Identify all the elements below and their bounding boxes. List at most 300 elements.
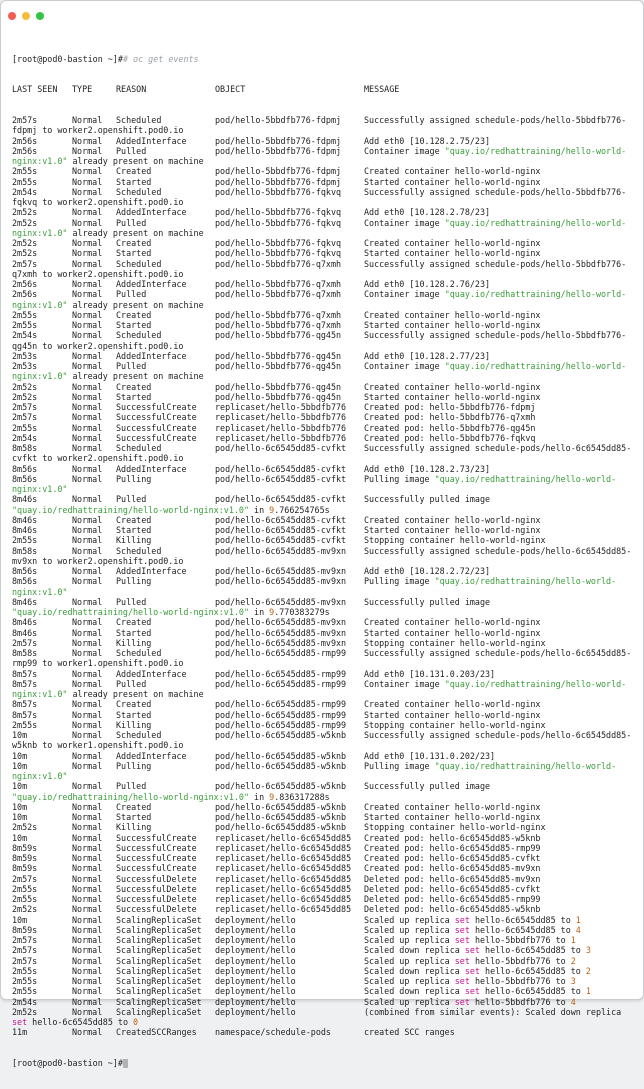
message-segment: created SCC ranges — [364, 1027, 455, 1038]
reason-cell: ScalingReplicaSet — [116, 945, 202, 956]
reason-cell: Started — [116, 525, 152, 535]
message-segment: hello-6c6545dd85 to — [479, 945, 586, 956]
event-row — [12, 628, 639, 638]
message-segment: hello-6c6545dd85 to — [479, 965, 586, 976]
header-object: OBJECT — [215, 84, 246, 95]
type-cell: Normal — [72, 894, 103, 904]
message-segment: hello-5bbdfb776 to — [469, 935, 571, 945]
message-segment: Stopping container hello-world-nginx — [364, 719, 546, 730]
last-seen-cell: 8m56s — [12, 463, 38, 474]
type-cell: Normal — [72, 730, 103, 740]
last-seen-cell: 2m52s — [12, 381, 38, 392]
message-segment: hello-5bbdfb776 to — [469, 996, 571, 1007]
event-row — [12, 720, 639, 730]
message-cell — [364, 853, 540, 863]
object-cell: pod/hello-5bbdfb776-qg45n — [215, 330, 342, 341]
type-cell: Normal — [72, 801, 103, 812]
reason-cell: SuccessfulDelete — [116, 904, 197, 915]
event-row — [12, 474, 639, 484]
event-row — [12, 853, 639, 863]
reason-cell: Started — [116, 391, 152, 402]
wrapped-line — [12, 1017, 639, 1027]
last-seen-cell: 11m — [12, 1027, 28, 1038]
event-row — [12, 761, 639, 771]
close-window-button[interactable] — [8, 12, 16, 20]
event-row — [12, 320, 639, 330]
message-segment: in — [248, 607, 270, 617]
message-segment: Created pod: hello-5bbdfb776-q7xmh — [364, 412, 536, 423]
message-cell — [364, 494, 490, 504]
type-cell: Normal — [72, 781, 103, 792]
message-cell — [364, 956, 576, 966]
message-segment: Created pod: hello-6c6545dd85-mv9xn — [364, 863, 541, 874]
message-segment: 0 — [133, 1017, 139, 1027]
wrapped-line — [12, 689, 639, 699]
object-cell: replicaset/hello-6c6545dd85 — [215, 863, 352, 874]
object-cell: pod/hello-6c6545dd85-rmp99 — [215, 678, 347, 689]
last-seen-cell: 2m52s — [12, 904, 38, 915]
message-segment: "quay.io/redhattraining/hello-world-nginx:v1.0" — [12, 607, 249, 617]
header-last-seen: LAST SEEN — [12, 84, 58, 95]
type-cell: Normal — [72, 279, 103, 289]
message-segment: Pulling image — [364, 473, 435, 484]
type-cell: Normal — [72, 576, 103, 587]
object-cell: pod/hello-6c6545dd85-rmp99 — [215, 719, 347, 730]
message-segment: Created container hello-world-nginx — [364, 238, 541, 248]
message-cell — [364, 464, 490, 474]
message-segment: in — [248, 504, 270, 515]
object-cell: pod/hello-5bbdfb776-qg45n — [215, 350, 342, 361]
message-segment: hello-6c6545dd85 to — [469, 924, 576, 935]
last-seen-cell: 2m56s — [12, 279, 38, 289]
message-cell — [364, 310, 540, 320]
last-seen-cell: 2m55s — [12, 986, 38, 997]
last-seen-cell: 10m — [12, 760, 28, 771]
type-cell: Normal — [72, 709, 103, 720]
reason-cell: SuccessfulCreate — [116, 432, 197, 443]
type-cell: Normal — [72, 617, 103, 628]
reason-cell: Started — [116, 320, 152, 330]
message-cell — [364, 525, 540, 535]
last-seen-cell: 10m — [12, 730, 28, 740]
message-segment: "quay.io/redhattraining/hello-world- — [434, 473, 617, 484]
object-cell: pod/hello-6c6545dd85-mv9xn — [215, 617, 347, 628]
reason-cell: Started — [116, 176, 152, 187]
event-row — [12, 525, 639, 535]
type-cell: Normal — [72, 258, 103, 269]
message-cell — [364, 433, 535, 443]
last-seen-cell: 8m46s — [12, 617, 38, 628]
message-cell — [364, 648, 631, 658]
last-seen-cell: 8m59s — [12, 863, 38, 874]
message-segment: Container image — [364, 145, 445, 156]
message-segment: set — [454, 914, 470, 925]
event-row — [12, 115, 639, 125]
message-segment: 1 — [575, 914, 581, 925]
type-cell: Normal — [72, 381, 103, 392]
last-seen-cell: 2m55s — [12, 883, 38, 894]
object-cell: deployment/hello — [215, 945, 296, 956]
message-segment: Successfully assigned schedule-pods/hello-5bbdfb776- — [364, 330, 627, 341]
object-cell: pod/hello-6c6545dd85-rmp99 — [215, 699, 347, 710]
message-cell — [364, 833, 540, 843]
object-cell: replicaset/hello-5bbdfb776 — [215, 432, 347, 443]
last-seen-cell: 8m46s — [12, 514, 38, 525]
event-row — [12, 812, 639, 822]
message-segment: 9 — [269, 791, 275, 802]
last-seen-cell: 2m56s — [12, 135, 38, 146]
message-cell — [364, 474, 616, 484]
last-seen-cell: 2m53s — [12, 350, 38, 361]
message-cell — [364, 935, 576, 945]
event-row — [12, 648, 639, 658]
last-seen-cell: 8m59s — [12, 853, 38, 863]
terminal-output[interactable] — [12, 33, 639, 1089]
event-row — [12, 638, 639, 648]
message-segment: already present on machine — [67, 227, 204, 238]
last-seen-cell: 8m57s — [12, 678, 38, 689]
last-seen-cell: 2m57s — [12, 115, 38, 125]
message-segment: 9 — [269, 504, 275, 515]
reason-cell: Killing — [116, 822, 152, 833]
object-cell: replicaset/hello-5bbdfb776 — [215, 422, 347, 433]
message-segment: Created container hello-world-nginx — [364, 166, 541, 177]
type-cell: Normal — [72, 473, 103, 484]
wrapped-line: cvfkt to worker2.openshift.pod0.io — [12, 453, 184, 464]
last-seen-cell: 2m57s — [12, 945, 38, 956]
message-segment: Started container hello-world-nginx — [364, 709, 541, 720]
object-cell: pod/hello-5bbdfb776-fdpmj — [215, 115, 342, 125]
message-segment: hello-6c6545dd85 to — [469, 914, 576, 925]
event-row — [12, 136, 639, 146]
type-cell: Normal — [72, 350, 103, 361]
type-cell: Normal — [72, 525, 103, 535]
object-cell: pod/hello-6c6545dd85-mv9xn — [215, 545, 347, 556]
message-segment: Created container hello-world-nginx — [364, 309, 541, 320]
message-cell — [364, 997, 576, 1007]
object-cell: pod/hello-5bbdfb776-fqkvq — [215, 217, 342, 228]
wrapped-line — [12, 156, 639, 166]
message-segment: Pulling image — [364, 576, 435, 587]
reason-cell: Killing — [116, 637, 152, 648]
last-seen-cell: 2m57s — [12, 402, 38, 412]
type-cell: Normal — [72, 248, 103, 259]
object-cell: pod/hello-6c6545dd85-rmp99 — [215, 668, 347, 679]
message-segment: Scaled down replica — [364, 986, 465, 997]
message-cell — [364, 966, 591, 976]
event-row — [12, 669, 639, 679]
message-segment: Successfully assigned schedule-pods/hello-6c6545dd85- — [364, 545, 632, 556]
type-cell: Normal — [72, 965, 103, 976]
reason-cell: SuccessfulCreate — [116, 402, 197, 412]
object-cell: replicaset/hello-6c6545dd85 — [215, 853, 352, 863]
event-list — [12, 115, 639, 1038]
message-segment: set — [454, 976, 470, 986]
last-seen-cell: 2m56s — [12, 289, 38, 300]
object-cell: pod/hello-6c6545dd85-mv9xn — [215, 637, 347, 648]
reason-cell: SuccessfulCreate — [116, 863, 197, 874]
message-cell — [364, 863, 540, 873]
message-segment: Created pod: hello-5bbdfb776-fqkvq — [364, 432, 536, 443]
last-seen-cell: 2m55s — [12, 320, 38, 330]
message-cell — [364, 669, 495, 679]
event-row — [12, 802, 639, 812]
reason-cell: SuccessfulCreate — [116, 842, 197, 853]
message-segment: Created container hello-world-nginx — [364, 801, 541, 812]
wrapped-line — [12, 484, 639, 494]
event-row — [12, 402, 639, 412]
reason-cell: Killing — [116, 535, 152, 546]
type-cell: Normal — [72, 853, 103, 863]
message-cell — [364, 802, 540, 812]
last-seen-cell: 8m57s — [12, 699, 38, 710]
last-seen-cell: 2m55s — [12, 422, 38, 433]
object-cell: replicaset/hello-5bbdfb776 — [215, 412, 347, 423]
message-segment: 2 — [570, 955, 576, 966]
event-row — [12, 412, 639, 422]
message-segment: Deleted pod: hello-6c6545dd85-mv9xn — [364, 873, 541, 884]
event-row — [12, 576, 639, 586]
event-row — [12, 289, 639, 299]
last-seen-cell: 8m56s — [12, 576, 38, 587]
object-cell: pod/hello-5bbdfb776-q7xmh — [215, 289, 342, 300]
type-cell: Normal — [72, 914, 103, 925]
object-cell: pod/hello-6c6545dd85-w5knb — [215, 822, 347, 833]
event-row — [12, 597, 639, 607]
event-row — [12, 392, 639, 402]
event-row — [12, 966, 639, 976]
message-segment: 1 — [570, 935, 576, 945]
reason-cell: AddedInterface — [116, 350, 187, 361]
event-row — [12, 330, 639, 340]
reason-cell: Pulled — [116, 781, 147, 792]
object-cell: pod/hello-6c6545dd85-cvfkt — [215, 514, 347, 525]
zoom-window-button[interactable] — [36, 12, 44, 20]
message-segment: .836317288s — [274, 791, 330, 802]
type-cell: Normal — [72, 207, 103, 218]
object-cell: pod/hello-5bbdfb776-q7xmh — [215, 258, 342, 269]
reason-cell: Scheduled — [116, 115, 162, 125]
type-cell: Normal — [72, 135, 103, 146]
type-cell: Normal — [72, 545, 103, 556]
reason-cell: Pulling — [116, 473, 152, 484]
message-segment: "quay.io/redhattraining/hello-world-nginx:v1.0" — [12, 504, 249, 515]
event-row — [12, 146, 639, 156]
object-cell: replicaset/hello-6c6545dd85 — [215, 883, 352, 894]
event-row — [12, 935, 639, 945]
type-cell: Normal — [72, 176, 103, 187]
event-row — [12, 494, 639, 504]
event-row — [12, 617, 639, 627]
type-cell: Normal — [72, 330, 103, 341]
reason-cell: Created — [116, 617, 152, 628]
reason-cell: Created — [116, 801, 152, 812]
type-cell: Normal — [72, 309, 103, 320]
event-row — [12, 915, 639, 925]
last-seen-cell: 10m — [12, 781, 28, 792]
type-cell: Normal — [72, 514, 103, 525]
message-segment: set — [12, 1017, 28, 1027]
message-segment: "quay.io/redhattraining/hello-world- — [444, 678, 627, 689]
message-cell — [364, 279, 490, 289]
message-segment: set — [454, 955, 470, 966]
event-row — [12, 945, 639, 955]
object-cell: pod/hello-5bbdfb776-fdpmj — [215, 135, 342, 146]
message-segment: 3 — [570, 976, 576, 986]
message-segment: Scaled down replica — [364, 945, 465, 956]
type-cell: Normal — [72, 391, 103, 402]
message-segment: nginx:v1.0" — [12, 299, 68, 310]
message-segment: Created container hello-world-nginx — [364, 617, 541, 628]
message-segment: nginx:v1.0" — [12, 484, 68, 494]
event-row — [12, 884, 639, 894]
message-segment: Add eth0 [10.128.2.75/23] — [364, 135, 491, 146]
reason-cell: Pulled — [116, 596, 147, 607]
message-segment: Created pod: hello-5bbdfb776-fdpmj — [364, 402, 536, 412]
message-segment: Successfully assigned schedule-pods/hello-6c6545dd85- — [364, 730, 632, 740]
last-seen-cell: 10m — [12, 812, 28, 822]
message-cell — [364, 330, 626, 340]
type-cell: Normal — [72, 976, 103, 986]
event-row — [12, 238, 639, 248]
message-segment: Deleted pod: hello-6c6545dd85-cvfkt — [364, 883, 541, 894]
message-segment: hello-6c6545dd85 to — [27, 1017, 134, 1027]
type-cell: Normal — [72, 432, 103, 443]
wrapped-line: fqkvq to worker2.openshift.pod0.io — [12, 197, 184, 207]
wrapped-line: w5knb to worker1.openshift.pod0.io — [12, 740, 184, 751]
reason-cell: Pulled — [116, 145, 147, 156]
object-cell: pod/hello-6c6545dd85-cvfkt — [215, 535, 347, 546]
last-seen-cell: 2m55s — [12, 719, 38, 730]
object-cell: pod/hello-5bbdfb776-q7xmh — [215, 309, 342, 320]
type-cell: Normal — [72, 535, 103, 546]
message-segment: Deleted pod: hello-6c6545dd85-w5knb — [364, 904, 541, 915]
last-seen-cell: 2m55s — [12, 309, 38, 320]
minimize-window-button[interactable] — [22, 12, 30, 20]
type-cell: Normal — [72, 924, 103, 935]
event-row — [12, 863, 639, 873]
message-cell — [364, 1027, 455, 1037]
message-segment: nginx:v1.0" — [12, 156, 68, 166]
reason-cell: Started — [116, 248, 152, 259]
wrapped-line: qg45n to worker2.openshift.pod0.io — [12, 340, 184, 351]
command-text: # oc get events — [122, 53, 199, 64]
message-segment: Scaled up replica — [364, 955, 455, 966]
object-cell: pod/hello-5bbdfb776-qg45n — [215, 391, 342, 402]
wrapped-line — [12, 371, 639, 381]
reason-cell: AddedInterface — [116, 566, 187, 576]
reason-cell: ScalingReplicaSet — [116, 976, 202, 986]
last-seen-cell: 2m54s — [12, 186, 38, 197]
message-segment: Created container hello-world-nginx — [364, 381, 541, 392]
type-cell: Normal — [72, 494, 103, 505]
wrapped-line: rmp99 to worker1.openshift.pod0.io — [12, 658, 184, 669]
message-segment: .770383279s — [274, 607, 330, 617]
message-cell — [364, 1007, 621, 1017]
event-row — [12, 166, 639, 176]
message-cell — [364, 259, 626, 269]
wrapped-line: fdpmj to worker2.openshift.pod0.io — [12, 125, 184, 136]
message-cell — [364, 730, 631, 740]
last-seen-cell: 2m57s — [12, 412, 38, 423]
message-segment: "quay.io/redhattraining/hello-world-nginx:v1.0" — [12, 791, 249, 802]
event-row — [12, 956, 639, 966]
last-seen-cell: 2m55s — [12, 166, 38, 177]
last-seen-cell: 8m59s — [12, 924, 38, 935]
message-segment: Started container hello-world-nginx — [364, 248, 541, 259]
wrapped-line — [12, 505, 639, 515]
reason-cell: AddedInterface — [116, 207, 187, 218]
last-seen-cell: 2m52s — [12, 238, 38, 248]
event-row — [12, 279, 639, 289]
event-row — [12, 1007, 639, 1017]
type-cell: Normal — [72, 145, 103, 156]
message-segment: Add eth0 [10.131.0.203/23] — [364, 668, 496, 679]
last-seen-cell: 2m52s — [12, 822, 38, 833]
message-segment: Scaled up replica — [364, 976, 455, 986]
reason-cell: Created — [116, 514, 152, 525]
message-segment: Started container hello-world-nginx — [364, 391, 541, 402]
object-cell: pod/hello-6c6545dd85-mv9xn — [215, 566, 347, 576]
message-cell — [364, 136, 490, 146]
last-seen-cell: 2m52s — [12, 1006, 38, 1017]
message-cell — [364, 751, 495, 761]
prompt-line — [12, 1058, 639, 1068]
last-seen-cell: 2m54s — [12, 432, 38, 443]
reason-cell: ScalingReplicaSet — [116, 924, 202, 935]
reason-cell: ScalingReplicaSet — [116, 955, 202, 966]
event-row — [12, 874, 639, 884]
last-seen-cell: 10m — [12, 750, 28, 761]
type-cell: Normal — [72, 699, 103, 710]
reason-cell: AddedInterface — [116, 135, 187, 146]
type-cell: Normal — [72, 883, 103, 894]
message-cell — [364, 535, 546, 545]
reason-cell: SuccessfulDelete — [116, 894, 197, 904]
reason-cell: SuccessfulCreate — [116, 412, 197, 423]
object-cell: replicaset/hello-6c6545dd85 — [215, 894, 352, 904]
object-cell: deployment/hello — [215, 955, 296, 966]
object-cell: pod/hello-5bbdfb776-fqkvq — [215, 207, 342, 218]
message-segment: Started container hello-world-nginx — [364, 320, 541, 330]
event-row — [12, 833, 639, 843]
message-cell — [364, 187, 626, 197]
event-row — [12, 679, 639, 689]
message-segment: Scaled up replica — [364, 914, 455, 925]
object-cell: pod/hello-6c6545dd85-w5knb — [215, 812, 347, 822]
message-segment: "quay.io/redhattraining/hello-world- — [444, 289, 627, 300]
message-cell — [364, 177, 540, 187]
message-segment: Successfully pulled image — [364, 494, 491, 505]
message-cell — [364, 289, 626, 299]
event-row — [12, 515, 639, 525]
message-segment: set — [454, 935, 470, 945]
type-cell: Normal — [72, 361, 103, 371]
message-cell — [364, 843, 540, 853]
last-seen-cell: 2m55s — [12, 176, 38, 187]
last-seen-cell: 2m55s — [12, 535, 38, 546]
message-cell — [364, 699, 540, 709]
last-seen-cell: 2m55s — [12, 965, 38, 976]
message-segment: already present on machine — [67, 299, 204, 310]
wrapped-line — [12, 228, 639, 238]
reason-cell: Started — [116, 627, 152, 638]
object-cell: deployment/hello — [215, 965, 296, 976]
object-cell: namespace/schedule-pods — [215, 1027, 331, 1038]
last-seen-cell: 8m56s — [12, 566, 38, 576]
message-cell — [364, 874, 540, 884]
type-cell: Normal — [72, 566, 103, 576]
